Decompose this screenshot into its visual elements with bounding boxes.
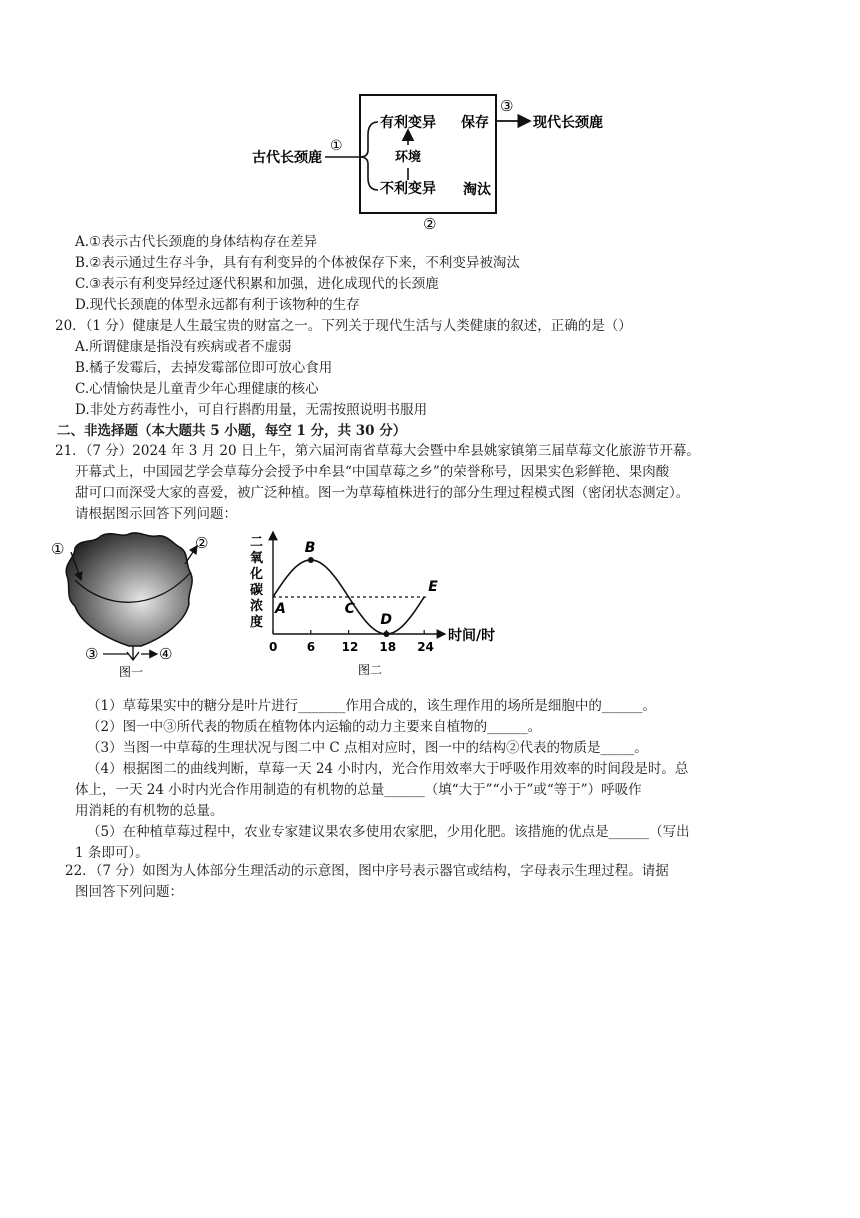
point-label-a: A: [275, 601, 286, 617]
brace: [360, 122, 378, 190]
q21-line-2: 开幕式上，中国园艺学会草莓分会授予中牟县“中国草莓之乡”的荣誉称号，因果实色彩鲜艳、果肉酸: [75, 464, 670, 480]
question-21-stem: [55, 441, 845, 525]
flow-start-label: 古代长颈鹿: [252, 150, 322, 166]
flow-step3-label: ③: [500, 97, 514, 115]
fig2-caption: 图二: [358, 663, 383, 677]
flow-step2-label: ②: [423, 215, 437, 233]
flow-unfavorable-label: 不利变异: [380, 181, 436, 197]
q21-sub-1: （1）草莓果实中的糖分是叶片进行_______作用合成的，该生理作用的场所是细胞中的______。: [87, 698, 656, 714]
q21-sub-4-cont-2: 用消耗的有机物的总量。: [75, 803, 224, 819]
q21-line-1: 21．（7 分）2024 年 3 月 20 日上午，第六届河南省草莓大会暨中牟县姚家镇第三届草莓文化旅游节开幕。: [55, 443, 700, 459]
fig1-label-2: ②: [195, 534, 209, 552]
point-label-d: D: [380, 612, 393, 628]
q21-sub-questions: [75, 696, 845, 866]
q19-option-a: A.①表示古代长颈鹿的身体结构存在差异: [75, 234, 318, 250]
point-label-c: C: [344, 601, 355, 617]
fig1-label-1: ①: [51, 540, 65, 558]
q21-line-3: 甜可口而深受大家的喜爱，被广泛种植。图一为草莓植株进行的部分生理过程模式图（密闭状态测定）。: [75, 485, 690, 501]
q19-options: [75, 232, 835, 316]
flow-step1-label: ①: [330, 138, 343, 154]
q19-option-c: C.③表示有利变异经过逐代积累和加强，进化成现代的长颈鹿: [75, 276, 439, 292]
section-2-title: 二、非选择题（本大题共 5 小题，每空 1 分，共 30 分）: [57, 423, 407, 439]
x-tick-label-18: 18: [379, 640, 397, 654]
flow-end-label: 现代长颈鹿: [533, 115, 603, 131]
x-tick-label-12: 12: [341, 640, 359, 654]
question-20: [55, 316, 835, 421]
fig1-caption: 图一: [119, 665, 144, 679]
q19-option-b: B.②表示通过生存斗争，具有有利变异的个体被保存下来，不利变异被淘汰: [75, 255, 520, 271]
y-axis-label-char: 二: [250, 535, 264, 550]
point-label-b: B: [304, 540, 316, 556]
chart-marks: [269, 540, 438, 654]
flow-eliminate-label: 淘汰: [463, 182, 491, 198]
point-label-e: E: [428, 579, 438, 595]
x-tick-label-0: 0: [269, 640, 278, 654]
y-axis-label-char: 化: [250, 567, 264, 582]
leaf-shape: [66, 533, 192, 646]
q21-sub-4-cont-1: 体上，一天 24 小时内光合作用制造的有机物的总量______（填“大于”“小于”或“等于”）呼吸作: [75, 782, 642, 798]
q19-option-d: D.现代长颈鹿的体型永远都有利于该物种的生存: [75, 297, 360, 313]
q20-option-d: D.非处方药毒性小，可自行斟酌用量，无需按照说明书服用: [75, 402, 428, 418]
q22-line-1: 22．（7 分）如图为人体部分生理活动的示意图，图中序号表示器官或结构，字母表示生理过程。请据: [65, 863, 669, 879]
q21-sub-2: （2）图一中③所代表的物质在植物体内运输的动力主要来自植物的______。: [87, 719, 542, 735]
q22-line-2: 图回答下列问题：: [75, 884, 183, 900]
x-tick-label-24: 24: [417, 640, 434, 654]
leaf-stem: [127, 646, 139, 660]
fig1-label-4: ④: [159, 645, 173, 663]
q21-sub-3: （3）当图一中草莓的生理状况与图二中 C 点相对应时，图一中的结构②代表的物质是_____。: [87, 740, 648, 756]
q20-option-c: C.心情愉快是儿童青少年心理健康的核心: [75, 381, 319, 397]
flow-diagram-svg: [0, 0, 860, 240]
y-axis-label: [249, 535, 264, 630]
flow-environment-label: 环境: [395, 150, 422, 165]
x-axis-label: 时间/时: [448, 628, 496, 644]
q21-sub-5-cont: 1 条即可）。: [75, 845, 149, 861]
y-axis-label-char: 氧: [250, 551, 264, 566]
q20-option-a: A.所谓健康是指没有疾病或者不虚弱: [75, 339, 292, 355]
q21-sub-5: （5）在种植草莓过程中，农业专家建议果农多使用农家肥，少用化肥。该措施的优点是______（写出: [87, 824, 690, 840]
fig1-label-3: ③: [85, 645, 99, 663]
q20-option-b: B.橘子发霉后，去掉发霉部位即可放心食用: [75, 360, 333, 376]
flow-favorable-label: 有利变异: [380, 115, 436, 131]
q21-sub-4: （4）根据图二的曲线判断，草莓一天 24 小时内，光合作用效率大于呼吸作用效率的时间段是时。总: [87, 761, 689, 777]
y-axis-label-char: 浓: [250, 599, 264, 614]
point-b: [308, 557, 314, 563]
x-tick-label-6: 6: [306, 640, 316, 654]
figure-2-chart: [240, 528, 520, 680]
q21-line-4: 请根据图示回答下列问题：: [75, 506, 237, 522]
flow-keep-label: 保存: [461, 115, 489, 131]
q20-stem: 20．（1 分）健康是人生最宝贵的财富之一。下列关于现代生活与人类健康的叙述，正确的是（）: [55, 318, 632, 334]
figure-1-leaf: [45, 528, 235, 680]
y-axis-label-char: 度: [250, 615, 264, 630]
question-22: [65, 861, 845, 903]
y-axis-label-char: 碳: [250, 583, 264, 598]
